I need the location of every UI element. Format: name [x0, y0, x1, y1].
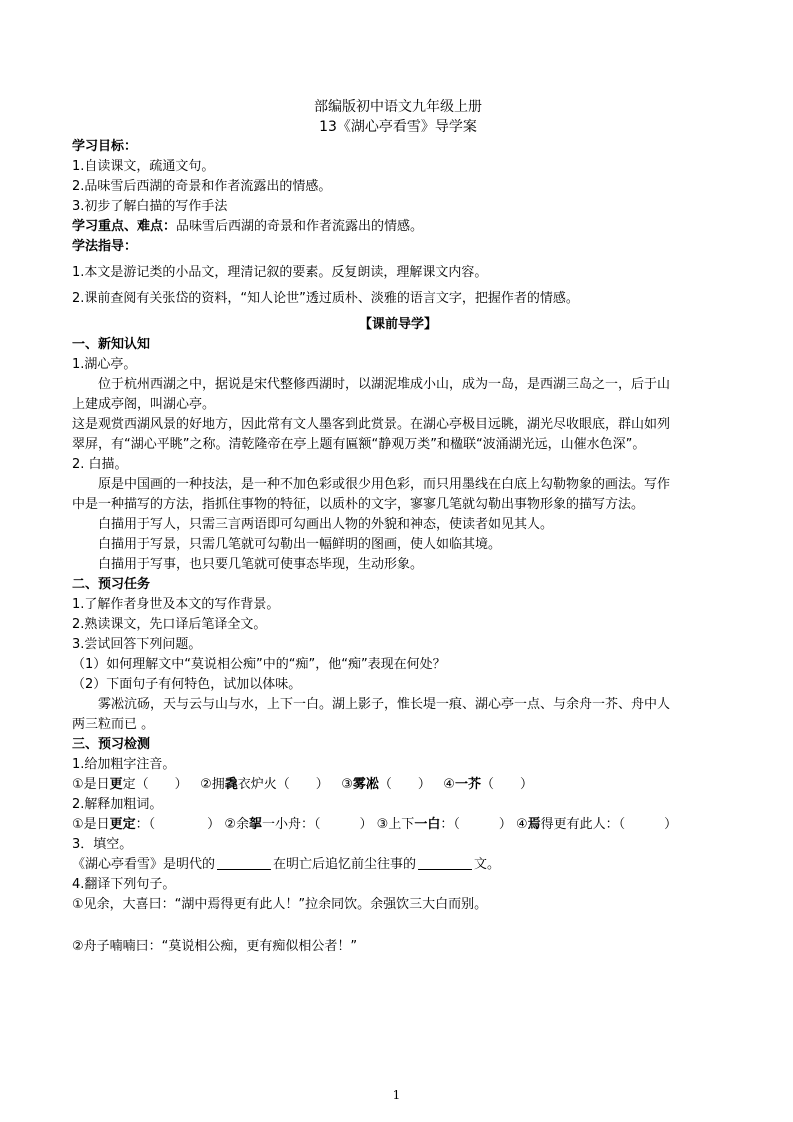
paragraph-line: 白描用于写人，只需三言两语即可勾画出人物的外貌和神态，使读者如见其人。	[98, 517, 554, 532]
fill-blank[interactable]	[217, 856, 271, 870]
pinyin-row	[72, 775, 724, 795]
task-item: 3.尝试回答下列问题。	[72, 637, 202, 652]
prompt-text: ③上下	[376, 817, 415, 832]
fill-blank-line	[72, 855, 724, 875]
explain-row	[72, 815, 724, 835]
answer-slot[interactable]: 定（ ）	[122, 777, 188, 792]
section2-heading: 二、预习任务	[72, 577, 151, 592]
paragraph-line: 中是一种描写的方法，指抓住事物的特征，以质朴的文字，寥寥几笔就勾勒出事物形象的描写方法。	[72, 497, 645, 512]
bold-char: 更	[109, 777, 123, 792]
question-item: （1）如何理解文中“莫说相公痴”中的“痴”，他“痴”表现在何处？	[72, 657, 446, 672]
page-number: 1	[392, 1088, 401, 1102]
paragraph-line: 上建成亭阁，叫湖心亭。	[72, 397, 216, 412]
answer-slot[interactable]: ：（ ）	[440, 817, 512, 832]
answer-slot[interactable]: （ ）	[480, 777, 533, 792]
answer-slot[interactable]: ：（ ）	[135, 817, 221, 832]
objective-item: 2.品味雪后西湖的奇景和作者流露出的情感。	[72, 179, 332, 194]
section1-item-title: 2. 白描。	[72, 457, 128, 472]
objectives-heading: 学习目标：	[72, 139, 138, 154]
answer-slot[interactable]: 一小舟：（ ）	[262, 817, 373, 832]
bold-char: 一白	[414, 817, 441, 832]
check-item: 3．填空。	[72, 837, 133, 852]
objective-item: 1.自读课文，疏通文句。	[72, 159, 215, 174]
check-item: 2.解释加粗词。	[72, 797, 163, 812]
task-item: 1.了解作者身世及本文的写作背景。	[72, 597, 280, 612]
method-item: 2.课前查阅有关张岱的资料，“知人论世”透过质朴、淡雅的语言文字，把握作者的情感。	[72, 291, 579, 306]
keypoints-text: 品味雪后西湖的奇景和作者流露出的情感。	[176, 219, 424, 234]
prompt-text: ②余	[224, 817, 249, 832]
passage-line: 雾凇沆砀，天与云与山与水，上下一白。湖上影子，惟长堤一痕、湖心亭一点、与余舟一芥、舟中人	[98, 697, 671, 712]
pre-guide-heading: 【课前导学】	[358, 317, 437, 332]
prompt-text: ③	[341, 777, 353, 792]
fill-text: 在明亡后追忆前尘往事的	[273, 857, 417, 872]
objective-item: 3.初步了解白描的写作手法	[72, 199, 228, 214]
doc-title-line1: 部编版初中语文九年级上册	[314, 99, 482, 115]
paragraph-line: 这是观赏西湖风景的好地方，因此常有文人墨客到此赏景。在湖心亭极目远眺，湖光尽收眼底，群山如列	[72, 417, 671, 432]
bold-char: 焉	[527, 817, 541, 832]
bold-char: 更定	[109, 817, 136, 832]
bold-char: 毳	[224, 777, 238, 792]
prompt-text: ④	[515, 817, 528, 832]
worksheet-page	[72, 97, 724, 957]
task-item: 2.熟读课文，先口译后笔译全文。	[72, 617, 267, 632]
method-heading: 学法指导：	[72, 239, 138, 254]
question-item: （2）下面句子有何特色，试加以体味。	[72, 677, 302, 692]
paragraph-line: 白描用于写景，只需几笔就可勾勒出一幅鲜明的图画，使人如临其境。	[98, 537, 502, 552]
answer-space[interactable]	[72, 915, 724, 937]
check-item: 1.给加粗字注音。	[72, 757, 176, 772]
prompt-text: ④	[443, 777, 455, 792]
fill-text: 《湖心亭看雪》是明代的	[72, 857, 216, 872]
passage-line: 两三粒而已 。	[72, 717, 155, 732]
section1-heading: 一、新知认知	[72, 337, 151, 352]
paragraph-line: 翠屏，有“湖心平眺”之称。清乾隆帝在亭上题有匾额“静观万类”和楹联“波涌湖光远，山催水色深”。	[72, 437, 646, 452]
paragraph-line: 白描用于写事，也只要几笔就可使事态毕现，生动形象。	[98, 557, 424, 572]
method-item: 1.本文是游记类的小品文，理清记叙的要素。反复朗读，理解课文内容。	[72, 265, 488, 280]
fill-text: 文。	[474, 857, 501, 872]
fill-blank[interactable]	[418, 856, 472, 870]
prompt-text: ①是日	[72, 817, 110, 832]
answer-slot[interactable]: （ ）	[378, 777, 431, 792]
answer-slot[interactable]: 得更有此人：（ ）	[540, 817, 678, 832]
paragraph-line: 位于杭州西湖之中，据说是宋代整修西湖时，以湖泥堆成小山，成为一岛，是西湖三岛之一，后于山	[98, 377, 671, 392]
bold-char: 一芥	[454, 777, 481, 792]
keypoints-line	[72, 217, 724, 237]
section3-heading: 三、预习检测	[72, 737, 151, 752]
bold-char: 雾凇	[352, 777, 379, 792]
section1-item-title: 1.湖心亭。	[72, 357, 137, 372]
check-item: 4.翻译下列句子。	[72, 877, 176, 892]
prompt-text: ①是日	[72, 777, 110, 792]
bold-char: 挐	[248, 817, 262, 832]
prompt-text: ②拥	[200, 777, 225, 792]
paragraph-line: 原是中国画的一种技法，是一种不加色彩或很少用色彩，而只用墨线在白底上勾勒物象的画法。写作	[98, 477, 671, 492]
keypoints-heading: 学习重点、难点：	[72, 219, 177, 234]
doc-title-line2: 13《湖心亭看雪》导学案	[319, 119, 477, 135]
answer-slot[interactable]: 衣炉火（ ）	[237, 777, 329, 792]
translate-sentence: ①见余，大喜曰：“湖中焉得更有此人！”拉余同饮。余强饮三大白而别。	[72, 897, 488, 912]
translate-sentence: ②舟子喃喃曰：“莫说相公痴，更有痴似相公者！”	[72, 939, 358, 954]
